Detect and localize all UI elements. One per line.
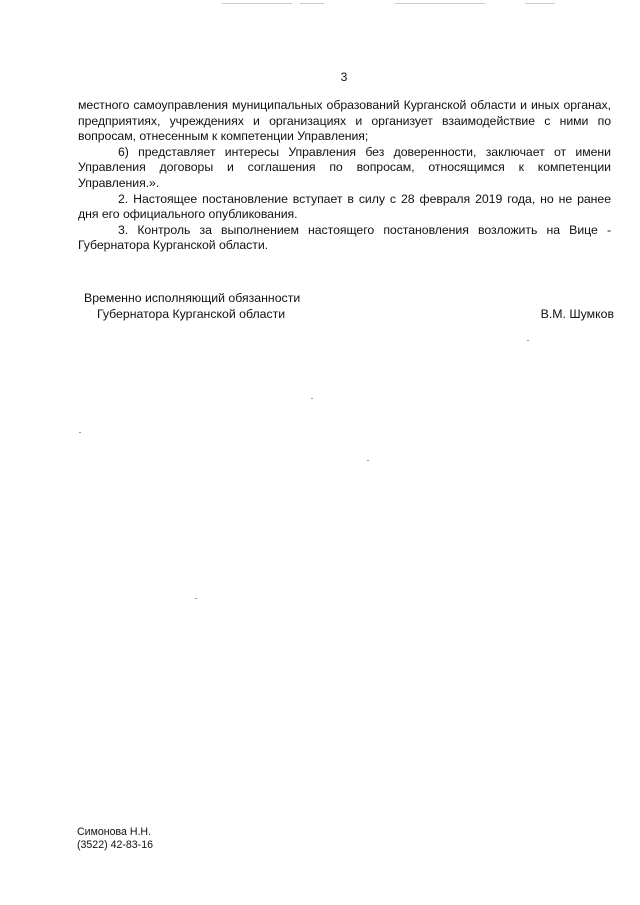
executor-block	[77, 826, 153, 852]
signatory-name: В.М. Шумков	[540, 306, 614, 321]
paragraph-control: 3. Контроль за выполнением настоящего постановления возложить на Вице - Губернатора Курганской области.	[78, 222, 611, 253]
signatory-role-line-2: Губернатора Курганской области	[97, 306, 286, 321]
executor-name: Симонова Н.Н.	[77, 826, 152, 838]
scan-speck	[79, 432, 81, 433]
document-body	[78, 98, 611, 254]
scan-artifact	[300, 3, 324, 4]
scan-speck	[367, 460, 369, 461]
paragraph-effective-date: 2. Настоящее постановление вступает в силу с 28 февраля 2019 года, но не ранее дня его официального опубликования.	[78, 191, 611, 222]
scan-artifact	[395, 3, 485, 4]
executor-phone: (3522) 42-83-16	[77, 839, 153, 851]
scan-artifact	[525, 3, 555, 4]
signatory-role-line-1: Временно исполняющий обязанности	[84, 291, 301, 305]
signature-block	[84, 291, 614, 323]
scan-speck	[195, 598, 197, 599]
paragraph-item-6: 6) представляет интересы Управления без доверенности, заключает от имени Управления договоры и соглашения по вопросам, относящимся к компетенции Управления.».	[78, 144, 611, 190]
paragraph-continuation: местного самоуправления муниципальных образований Курганской области и иных органах, предприятиях, учреждениях и организациях и организует взаимодействие с ними по вопросам, отнесенным к компетенции Управления;	[78, 98, 611, 144]
scan-speck	[527, 340, 529, 341]
page-number: 3	[340, 70, 348, 84]
scan-speck	[311, 398, 313, 399]
scan-artifact	[222, 3, 292, 4]
